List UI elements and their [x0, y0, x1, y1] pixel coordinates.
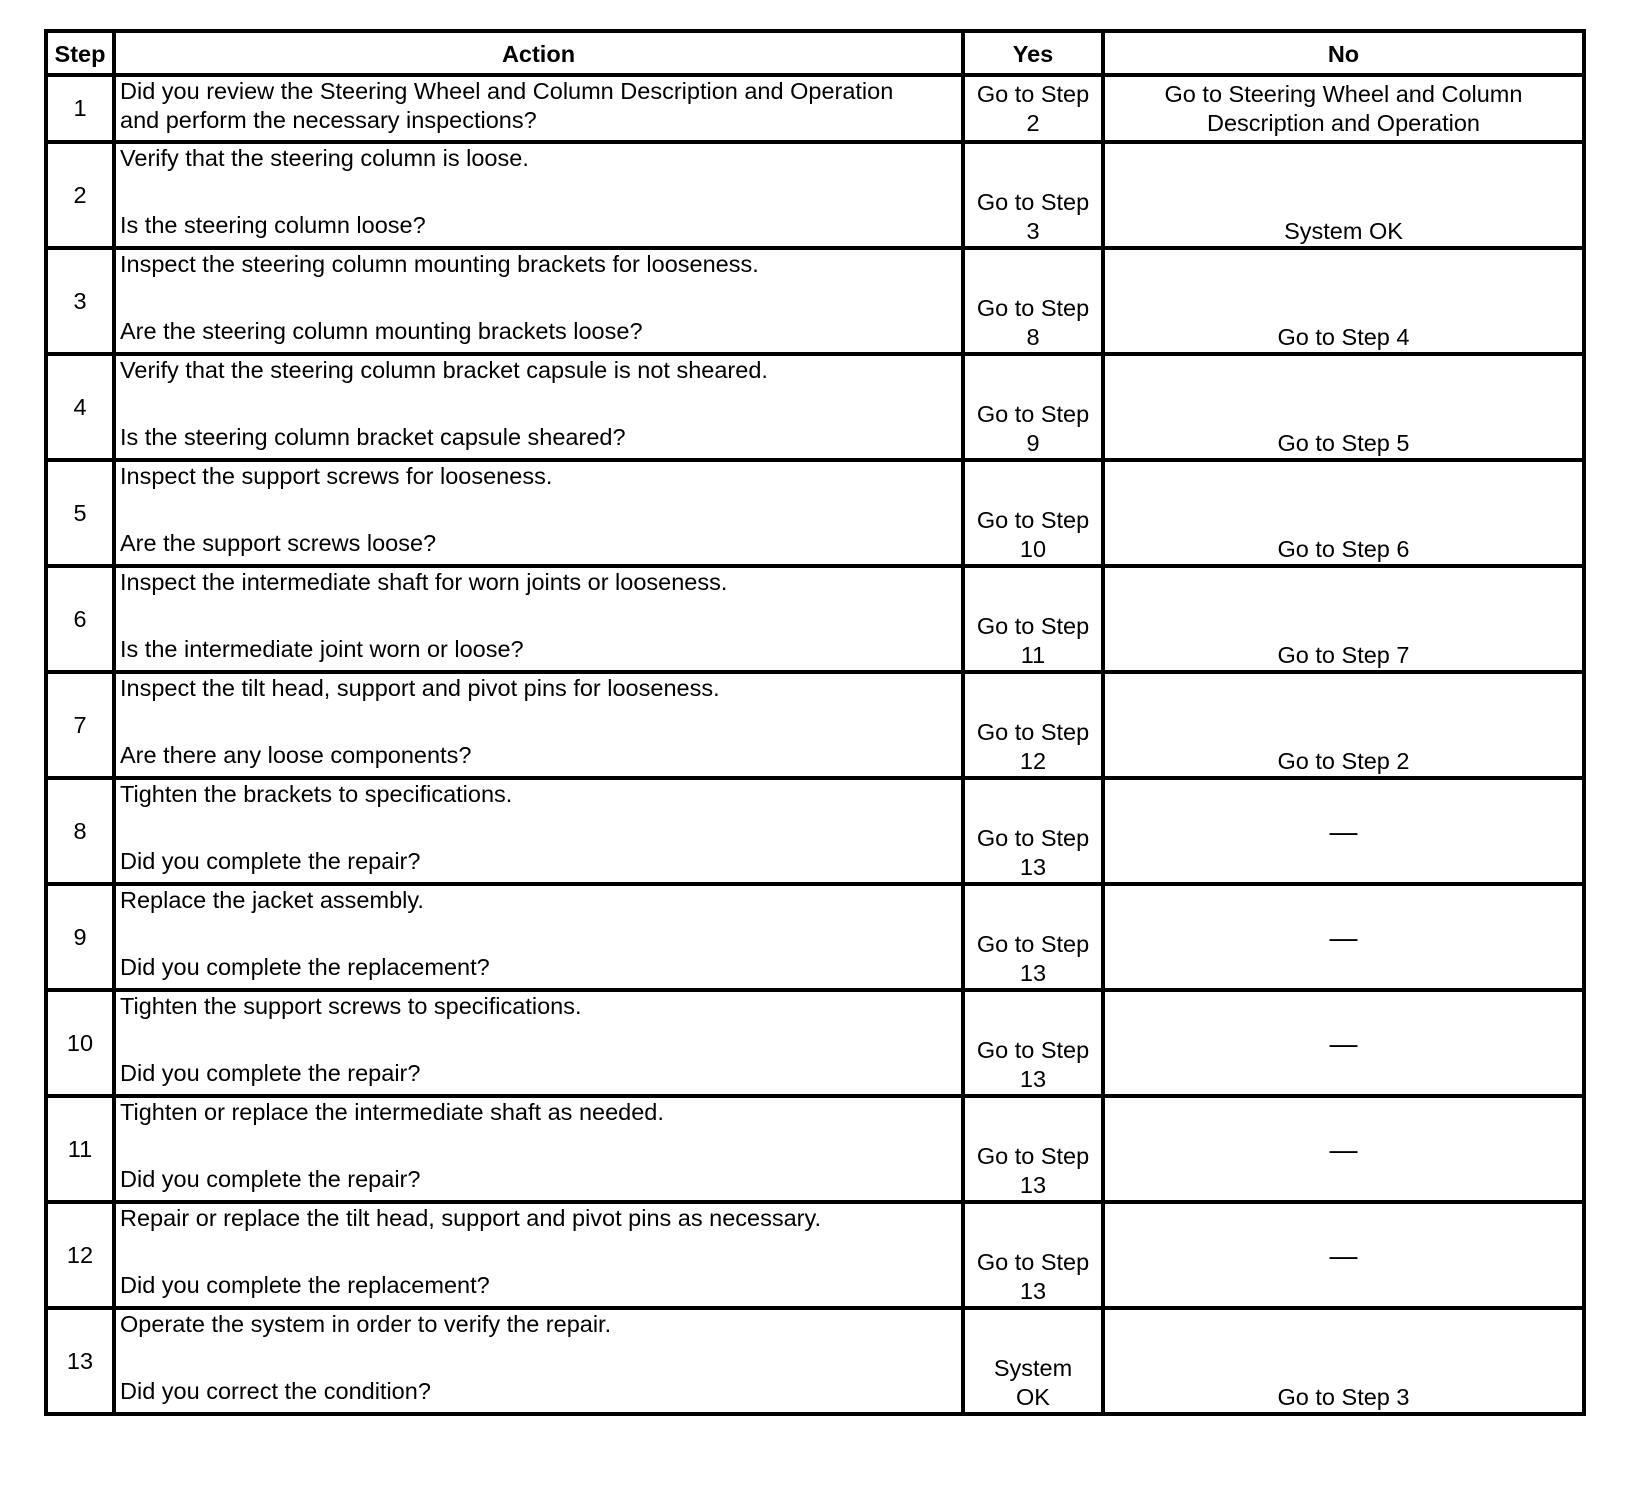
yes-target: 12: [1019, 748, 1047, 774]
yes-text: Go to Step: [976, 1037, 1090, 1063]
action-instruction: Tighten the brackets to specifications.: [120, 781, 513, 807]
no-cell-dash: —: [1103, 1202, 1584, 1308]
step-number: 7: [46, 672, 114, 778]
action-question: Are the steering column mounting brackets loose?: [120, 318, 643, 344]
step-number: 2: [46, 142, 114, 248]
header-yes: Yes: [963, 31, 1103, 75]
yes-cell: [963, 672, 1103, 778]
action-cell: [114, 1308, 963, 1414]
table-row: [46, 1202, 1584, 1308]
yes-text: System: [993, 1355, 1073, 1381]
action-cell: [114, 354, 963, 460]
yes-cell: [963, 884, 1103, 990]
table-row: [46, 990, 1584, 1096]
yes-cell: [963, 1096, 1103, 1202]
yes-text: Go to Step: [976, 401, 1090, 427]
action-question: Are there any loose components?: [120, 742, 472, 768]
yes-text: Go to Step: [976, 1143, 1090, 1169]
yes-target: 10: [1019, 536, 1047, 562]
step-number: 3: [46, 248, 114, 354]
table-row: [46, 1308, 1584, 1414]
action-question: Did you complete the repair?: [120, 1060, 421, 1086]
table-row: [46, 248, 1584, 354]
step-number: 12: [46, 1202, 114, 1308]
yes-cell: [963, 990, 1103, 1096]
table-row: [46, 75, 1584, 142]
yes-target: 13: [1019, 854, 1047, 880]
no-cell-dash: —: [1103, 884, 1584, 990]
action-question: Did you complete the repair?: [120, 1166, 421, 1192]
yes-target: 13: [1019, 1066, 1047, 1092]
action-cell: [114, 1096, 963, 1202]
table-row: [46, 142, 1584, 248]
action-question: Is the steering column bracket capsule sheared?: [120, 424, 626, 450]
action-question: Did you complete the replacement?: [120, 1272, 490, 1298]
step-number: 6: [46, 566, 114, 672]
yes-cell: [963, 460, 1103, 566]
no-cell: [1103, 75, 1584, 142]
action-cell: [114, 672, 963, 778]
step-number: 5: [46, 460, 114, 566]
yes-cell: [963, 1308, 1103, 1414]
action-cell: [114, 990, 963, 1096]
no-cell: Go to Step 5: [1103, 354, 1584, 460]
action-cell: [114, 75, 963, 142]
action-cell: [114, 778, 963, 884]
no-cell: Go to Step 4: [1103, 248, 1584, 354]
table-row: [46, 884, 1584, 990]
step-number: 11: [46, 1096, 114, 1202]
action-cell: [114, 566, 963, 672]
yes-text: Go to Step: [976, 80, 1090, 107]
action-instruction: Inspect the intermediate shaft for worn joints or looseness.: [120, 569, 728, 595]
action-question: and perform the necessary inspections?: [120, 107, 537, 133]
action-question: Did you correct the condition?: [120, 1378, 431, 1404]
yes-text: Go to Step: [976, 507, 1090, 533]
action-instruction: Did you review the Steering Wheel and Column Description and Operation: [120, 78, 894, 104]
no-cell: System OK: [1103, 142, 1584, 248]
yes-cell: [963, 1202, 1103, 1308]
yes-cell: [963, 75, 1103, 142]
yes-cell: [963, 354, 1103, 460]
header-step: Step: [46, 31, 114, 75]
no-cell: Go to Step 2: [1103, 672, 1584, 778]
no-text-continued: Description and Operation: [1206, 109, 1480, 136]
step-number: 10: [46, 990, 114, 1096]
yes-text: Go to Step: [976, 825, 1090, 851]
action-question: Did you complete the repair?: [120, 848, 421, 874]
yes-text: Go to Step: [976, 719, 1090, 745]
no-text: Go to Steering Wheel and Column: [1164, 80, 1523, 107]
action-question: Did you complete the replacement?: [120, 954, 490, 980]
header-no: No: [1103, 31, 1584, 75]
yes-cell: [963, 142, 1103, 248]
action-question: Is the intermediate joint worn or loose?: [120, 636, 524, 662]
step-number: 8: [46, 778, 114, 884]
action-instruction: Replace the jacket assembly.: [120, 887, 424, 913]
yes-text: Go to Step: [976, 613, 1090, 639]
action-instruction: Inspect the tilt head, support and pivot pins for looseness.: [120, 675, 720, 701]
action-cell: [114, 1202, 963, 1308]
no-cell-dash: —: [1103, 1096, 1584, 1202]
yes-target: 3: [1026, 218, 1040, 244]
action-instruction: Inspect the support screws for looseness.: [120, 463, 553, 489]
yes-target: 2: [1026, 109, 1040, 136]
step-number: 1: [46, 75, 114, 142]
action-instruction: Inspect the steering column mounting brackets for looseness.: [120, 251, 759, 277]
yes-target: OK: [1016, 1384, 1050, 1410]
header-action: Action: [114, 31, 963, 75]
action-instruction: Verify that the steering column bracket capsule is not sheared.: [120, 357, 768, 383]
action-cell: [114, 248, 963, 354]
yes-target: 13: [1019, 1172, 1047, 1198]
action-cell: [114, 142, 963, 248]
step-number: 4: [46, 354, 114, 460]
action-question: Are the support screws loose?: [120, 530, 437, 556]
action-instruction: Tighten or replace the intermediate shaft as needed.: [120, 1099, 664, 1125]
table-row: [46, 1096, 1584, 1202]
action-cell: [114, 884, 963, 990]
action-instruction: Repair or replace the tilt head, support and pivot pins as necessary.: [120, 1205, 822, 1231]
yes-cell: [963, 778, 1103, 884]
no-cell-dash: —: [1103, 990, 1584, 1096]
diagnostic-table: [44, 29, 1586, 1416]
action-instruction: Verify that the steering column is loose.: [120, 145, 529, 171]
no-cell-dash: —: [1103, 778, 1584, 884]
action-cell: [114, 460, 963, 566]
action-instruction: Tighten the support screws to specifications.: [120, 993, 582, 1019]
yes-cell: [963, 566, 1103, 672]
no-cell: Go to Step 6: [1103, 460, 1584, 566]
action-instruction: Operate the system in order to verify the repair.: [120, 1311, 612, 1337]
yes-text: Go to Step: [976, 189, 1090, 215]
yes-target: 11: [1020, 642, 1046, 668]
yes-target: 13: [1019, 1278, 1047, 1304]
no-cell: Go to Step 3: [1103, 1308, 1584, 1414]
yes-text: Go to Step: [976, 295, 1090, 321]
table-header-row: [46, 31, 1584, 75]
yes-text: Go to Step: [976, 931, 1090, 957]
table-row: [46, 460, 1584, 566]
table-row: [46, 354, 1584, 460]
yes-text: Go to Step: [976, 1249, 1090, 1275]
table-row: [46, 778, 1584, 884]
yes-target: 9: [1026, 430, 1040, 456]
table-row: [46, 672, 1584, 778]
step-number: 13: [46, 1308, 114, 1414]
yes-cell: [963, 248, 1103, 354]
yes-target: 13: [1019, 960, 1047, 986]
step-number: 9: [46, 884, 114, 990]
table-row: [46, 566, 1584, 672]
yes-target: 8: [1026, 324, 1040, 350]
action-question: Is the steering column loose?: [120, 212, 426, 238]
no-cell: Go to Step 7: [1103, 566, 1584, 672]
